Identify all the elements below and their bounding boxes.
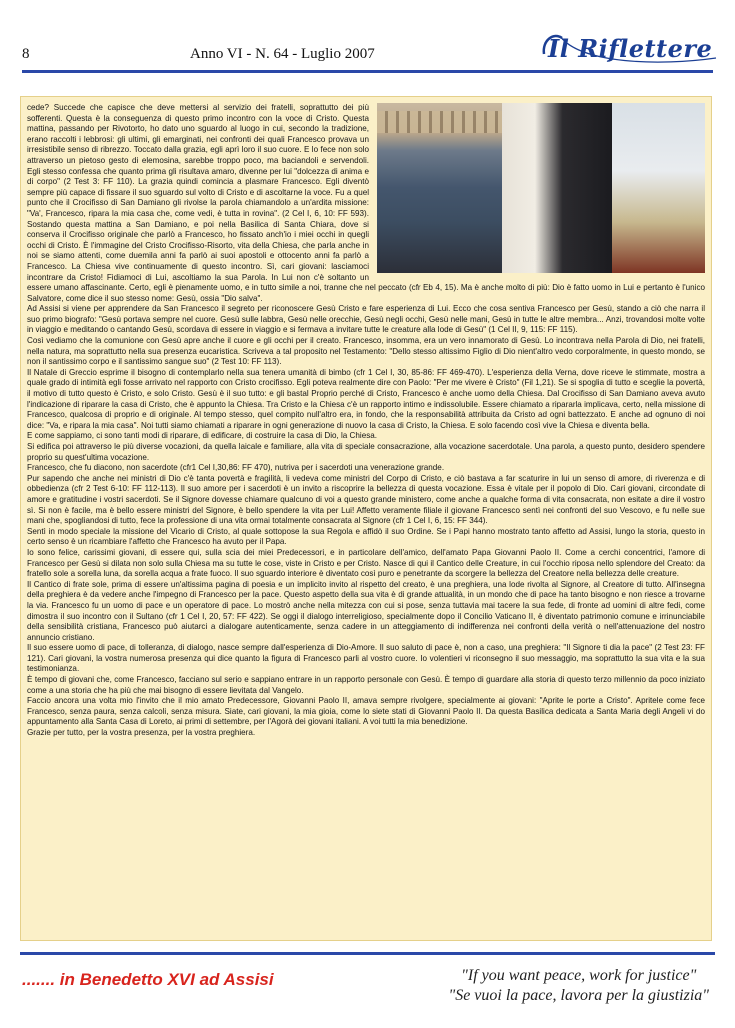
magazine-logo <box>540 28 720 68</box>
article-photo <box>377 103 705 273</box>
photo-arches <box>377 111 502 133</box>
motto-italian: "Se vuoi la pace, lavora per la giustizia" <box>448 987 709 1004</box>
paragraph: Il Natale di Greccio esprime il bisogno di contemplarlo nella sua tenera umanità di bimbo (cfr 1 Cel I, 30, 85-86: FF 469-470). L'esperienza della Verna, dove riceve le stimmate, mostra a quale grado di intimità egli fosse arrivato nel rapporto con Cristo crocifisso. Egli poteva realmente dire con Paolo: "Per me vivere è Cristo" (Fil 1,21). Se si spoglia di tutto e sceglie la povertà, il motivo di tutto questo è Cristo, e solo Cristo. Gesù è il suo tutto: e gli bastal Proprio perché di Cristo, Francesco è anche uomo della Chiesa. Dal Crocifisso di San Damiano aveva avuto l'indicazione di riparare la casa di Cristo, che è appunto la Chiesa. Tra Cristo e la Chiesa c'è un rapporto intimo e indissolubile. Essere chiamato a ripararla implicava, certo, nella missione di Francesco, qualcosa di proprio e di originale. Al tempo stesso, quel compito null'altro era, in fondo, che la responsabilità attribuita da Cristo ad ogni battezzato. E anche ad ognuno di noi dice: "Va, e ripara la mia casa". Noi tutti siamo chiamati a riparare in ogni generazione di nuovo la casa di Cristo, la Chiesa. E solo facendo così vive la Chiesa e diventa bella. <box>27 367 705 430</box>
paragraph: Il suo essere uomo di pace, di tolleranza, di dialogo, nasce sempre dall'esperienza di Dio-Amore. Il suo saluto di pace è, non a caso, una preghiera: "Il Signore ti dia la pace" (2 Test 23: FF 121). Cari giovani, la vostra numerosa presenza qui dice quanto la figura di Francesco parli al vostro cuore. Io volentieri vi riconsegno il suo messaggio, ma soprattutto la sua vita e la sua testimonianza. <box>27 643 705 674</box>
paragraph: Francesco, che fu diacono, non sacerdote (cfr1 Cel I,30,86: FF 470), nutriva per i sacerdoti una venerazione grande. <box>27 463 445 473</box>
paragraph: E come sappiamo, ci sono tanti modi di riparare, di edificare, di costruire la casa di Dio, la Chiesa. <box>27 431 377 441</box>
paragraph: Grazie per tutto, per la vostra presenza, per la vostra preghiera. <box>27 728 256 738</box>
paragraph: Sentì in modo speciale la missione del Vicario di Cristo, al quale sottopose la sua Regola e affidò il suo Ordine. Se i Papi hanno mostrato tanto affetto ad Assisi, lungo la storia, questo in certo senso è un ricambiare l'affetto che Francesco ha avuto per il Papa. <box>27 526 705 547</box>
header-rule <box>22 70 713 73</box>
article-body <box>27 103 705 739</box>
paragraph: cede? Succede che capisce che deve mettersi al servizio dei fratelli, soprattutto dei più sofferenti. Questa è la conseguenza di questo primo incontro con la voce di Cristo. Questa mattina, passando per Rivotorto, ho dato uno sguardo al luogo in cui, secondo la tradizione, erano raccolti i lebbrosi: gli ultimi, gli emarginati, nei confronti dei quali Francesco provava un irresistibile senso di ribrezzo. Toccato dalla grazia, egli aprì loro il suo cuore. E lo fece non solo attraverso un pietoso gesto di elemosina, sarebbe troppo poco, ma baciandoli e servendoli. Egli stesso confessa che quanto prima gli risultava amaro, divenne per lui "dolcezza di anima e di corpo" (2 Test 3: FF 110). La grazia quindi comincia a plasmare Francesco. Egli diventò sempre più capace di fissare il suo sguardo sul volto di Cristo e di ascoltarne la voce. Fu a quel punto che il Crocifisso di San Damiano gli rivolse la parola chiamandolo a un'ardita missione: "Va', Francesco, ripara la mia casa che, come vedi, è tutta in rovina". (2 Cel I, 6, 10: FF 593). Sostando questa mattina a San Damiano, e poi nella Basilica di Santa Chiara, dove si conserva il Crocifisso originale che parlò a Francesco, ho fissato anch'io i miei occhi in quegli occhi di Cristo. È l'immagine del Cristo Crocifisso-Risorto, vita della Chiesa, che parla anche in noi se siamo attenti, come duemila anni fa parlò ai suoi apostoli e ottocento anni fa parlò a Francesco. La Chiesa vive continuamente di questo incontro. Sì, cari giovani: lasciamoci incontrare da Cristo! Fidiamoci di Lui, ascoltiamo la sua Parola. In Lui non c'è soltanto un essere umano affascinante. Certo, egli è pienamente uomo, e in tutto simile a noi, tranne che nel peccato (cfr Eb 4, 15). Ma è anche molto di più: Dio è fatto uomo in Lui e pertanto è l'unico Salvatore, come dice il suo stesso nome: Gesù, ossia "Dio salva". <box>27 103 705 303</box>
footer-rule <box>20 952 715 955</box>
paragraph: Si edifica poi attraverso le più diverse vocazioni, da quella laicale e familiare, alla vita di speciale consacrazione, alla vocazione sacerdotale. Una parola, a questo punto, desidero spendere proprio su quest'ultima vocazione. <box>27 442 705 462</box>
paragraph: Così vediamo che la comunione con Gesù apre anche il cuore e gli occhi per il creato. Francesco, insomma, era un vero innamorato di Gesù. Lo incontrava nella Parola di Dio, nei fratelli, nella natura, ma soprattutto nella sua presenza eucaristica. Scriveva a tal proposito nel Testamento: "Dello stesso altissimo Figlio di Dio nient'altro vedo corporalmente, in questo mondo, se non il santissimo corpo e il santissimo sangue suo" (2 Test 10: FF 113). <box>27 336 705 367</box>
paragraph: Il Cantico di frate sole, prima di essere un'altissima pagina di poesia e un implicito invito al rispetto del creato, è una preghiera, una lode rivolta al Signore, al Creatore di tutto. All'insegna della preghiera è da vedere anche l'impegno di Francesco per la pace. Questo aspetto della sua vita è di grande attualità, in un mondo che di pace ha tanto bisogno e non riesce a trovarne la via. Francesco fu un uomo di pace e un operatore di pace. Lo mostrò anche nella mitezza con cui si pose, senza tuttavia mai tacere la sua fede, di fronte ad uomini di altre fedi, come dimostra il suo incontro con il Sultano (cfr 1 Cel I, 20, 57: FF 422). Se oggi il dialogo interreligioso, specialmente dopo il Concilio Vaticano II, è diventato patrimonio comune e irrinunciabile della sensibilità cristiana, Francesco può aiutarci a dialogare autenticamente, senza cadere in un atteggiamento di indifferenza nei confronti della verità o nell'attenuazione del nostro annuncio cristiano. <box>27 579 705 642</box>
paragraph: È tempo di giovani che, come Francesco, facciano sul serio e sappiano entrare in un rapporto personale con Gesù. È tempo di guardare alla storia di questo terzo millennio da poco iniziato come a una storia che ha più che mai bisogno di essere lievitata dal Vangelo. <box>27 675 705 695</box>
logo-text: Il Riflettere <box>548 34 713 63</box>
issue-info: Anno VI - N. 64 - Luglio 2007 <box>190 46 375 62</box>
paragraph: Pur sapendo che anche nei ministri di Dio c'è tanta povertà e fragilità, li vedeva come ministri del Corpo di Cristo, e ciò bastava a far scaturire in lui un senso di amore, di riverenza e di obbedienza (cfr 2 Test 6-10: FF 112-113). Il suo amore per i sacerdoti è un invito a riscoprire la bellezza di questa vocazione. Essa è vitale per il popolo di Dio. Cari giovani, circondate di amore e gratitudine i vostri sacerdoti. Se il Signore dovesse chiamare qualcuno di voi a questo grande ministero, come anche a qualche forma di vita consacrata, non esitate a dire il vostro sì. Si non è facile, ma è bello essere ministri del Signore, è bello spendere la vita per Lui! Affetto veramente filiale il giovane Francesco sentì nei confronti del suo Vescovo, e fu nelle sue mani che, spogliandosi di tutto, fece la professione di una vita ormai totalmente consacrata al Signore (cfr 1 Cel I, 6, 15: FF 344). <box>27 473 705 526</box>
paragraph: Ad Assisi si viene per apprendere da San Francesco il segreto per riconoscere Gesù Cristo e fare esperienza di Lui. Ecco che cosa sentiva Francesco per Gesù, stando a ciò che narra il suo primo biografo: "Gesù portava sempre nel cuore. Gesù sulle labbra, Gesù nelle orecchie, Gesù negli occhi, Gesù nelle mani, Gesù in tutte le altre membra... Anzi, trovandosi molte volte in viaggio e meditando o cantando Gesù, scordava di essere in viaggio e si fermava a invitare tutte le creature alla lode di Gesù" (1 Cel II, 9, 115: FF 115). <box>27 304 705 335</box>
photo-pope-seated <box>612 103 705 273</box>
footer-motto <box>448 966 709 1006</box>
motto-english: "If you want peace, work for justice" <box>461 967 697 984</box>
article-panel <box>20 96 712 941</box>
page-number: 8 <box>22 46 30 62</box>
photo-embrace <box>502 103 612 273</box>
footer-caption: ....... in Benedetto XVI ad Assisi <box>22 970 274 989</box>
paragraph: Io sono felice, carissimi giovani, di essere qui, sulla scia dei miei Predecessori, e in particolare dell'amico, dell'amato Papa Giovanni Paolo II. Come a cerchi concentrici, l'amore di Francesco per Gesù si dilata non solo sulla Chiesa ma su tutte le cose, viste in Cristo e per Cristo. Nasce di qui il Cantico delle Creature, in cui l'occhio riposa nello splendore del Creato: da fratello sole a sorella luna, da sorella acqua a frate fuoco. Il suo sguardo interiore è diventato così puro e penetrante da scorgere la bellezza del Creatore nella bellezza delle creature. <box>27 547 705 579</box>
paragraph: Faccio ancora una volta mio l'invito che il mio amato Predecessore, Giovanni Paolo II, amava sempre rivolgere, specialmente ai giovani: "Aprite le porte a Cristo". Apritele come fece Francesco, senza paura, senza calcoli, senza misura. Siate, cari giovani, la mia gioia, come lo siete stati di Giovanni Paolo II. Da questa Basilica dedicata a Santa Maria degli Angeli vi do appuntamento alla Santa Casa di Loreto, ai primi di settembre, per l'Agorà dei giovani italiani. A voi tutti la mia benedizione. <box>27 696 705 727</box>
